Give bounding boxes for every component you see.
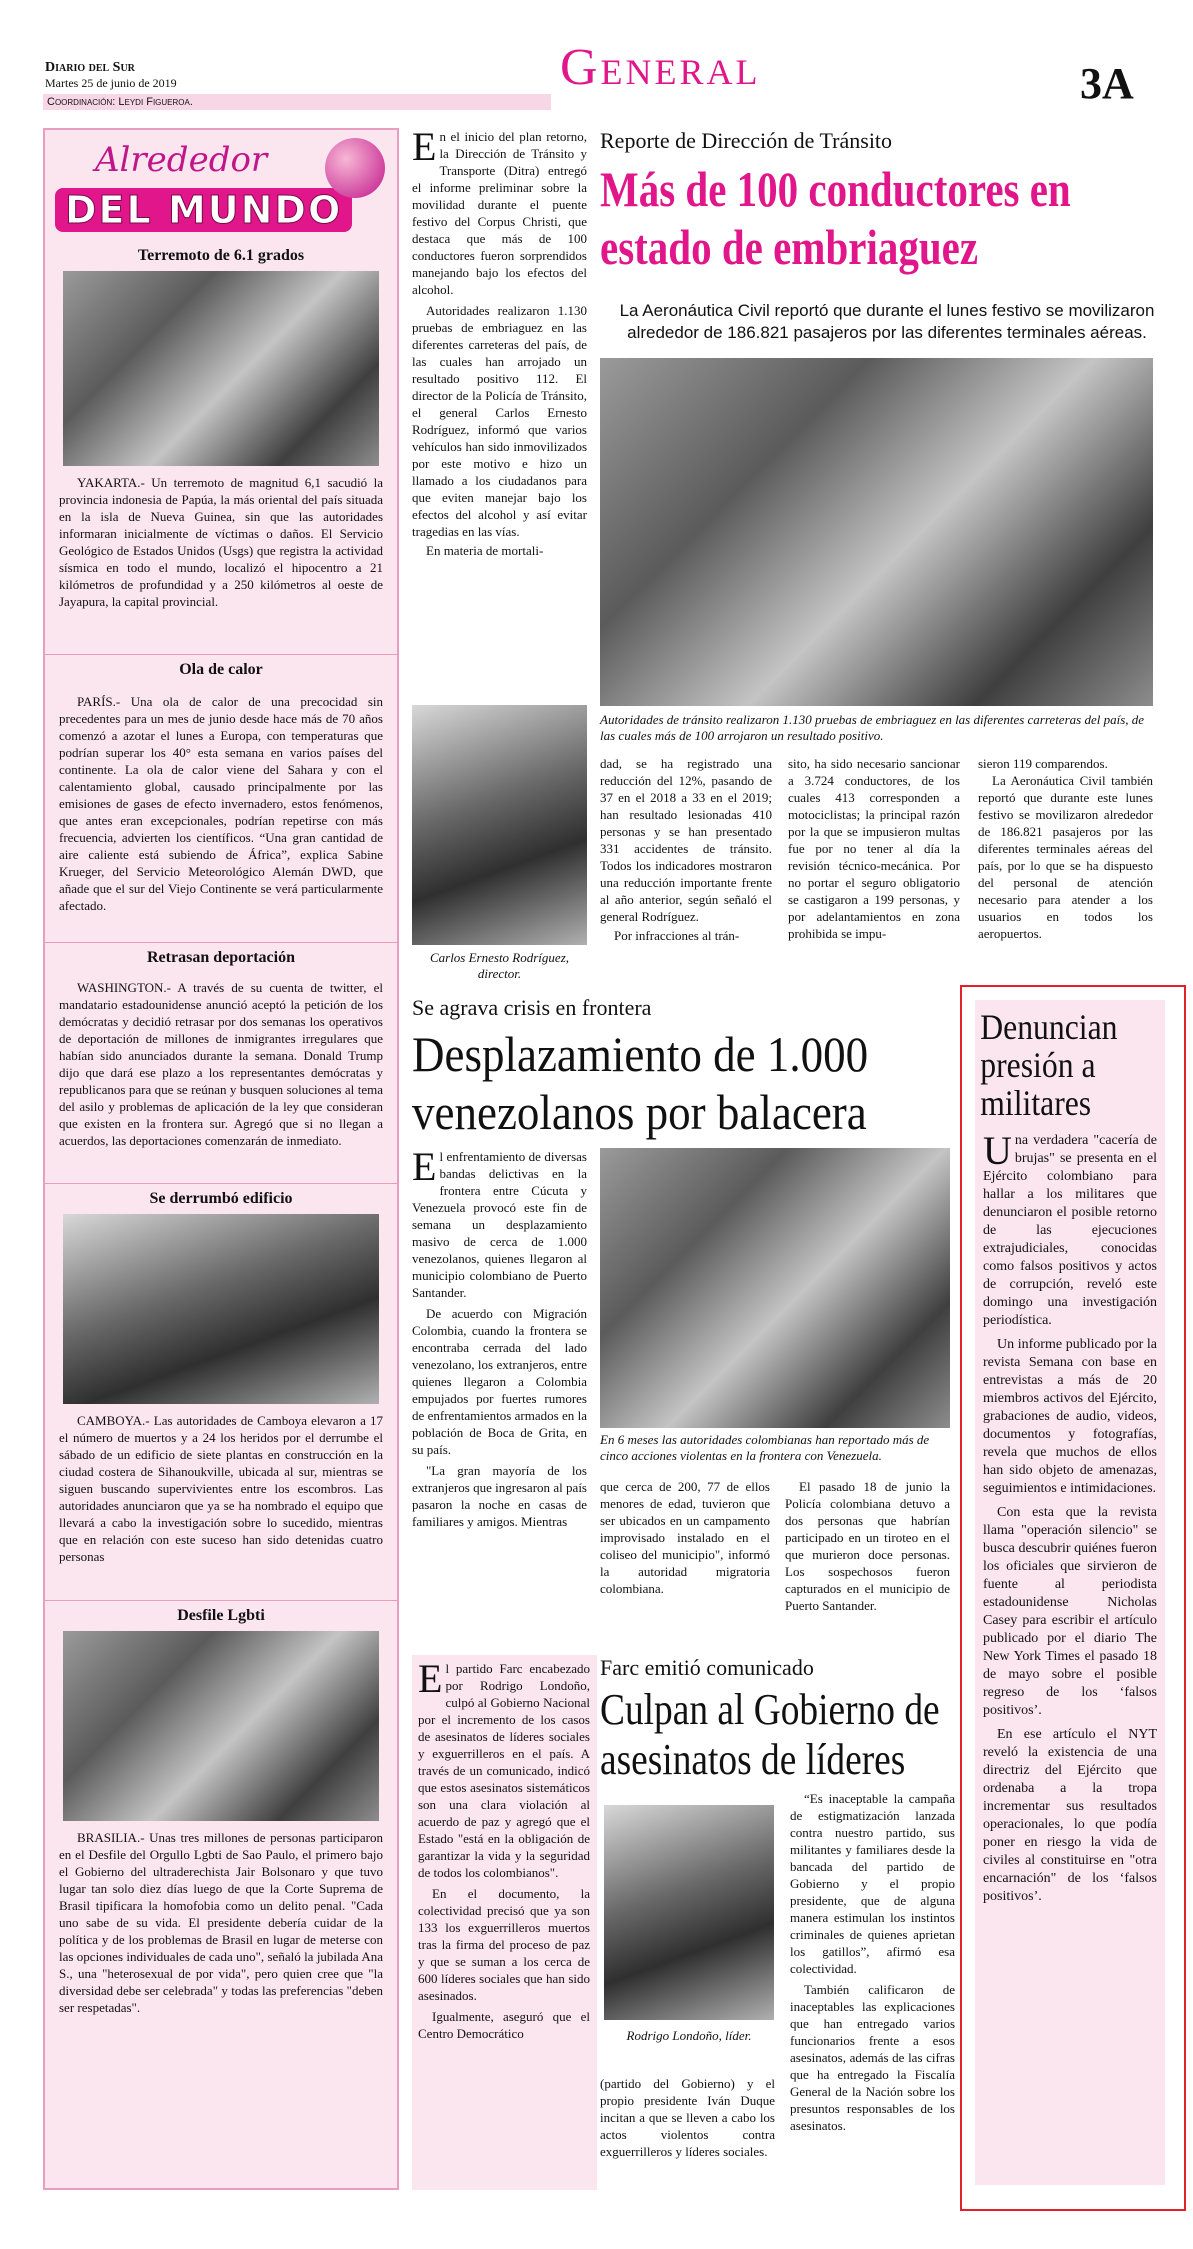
military-text: En ese artículo el NYT reveló la existencia de una directriz del Ejército que ordenaba a la tropa incrementar sus resultados operacionales, lo que podía poner en riesgo la vida de civiles al constituirse en "otra encarnación" de los ‘falsos positivos’. [983, 1727, 1157, 1904]
border-kicker: Se agrava crisis en frontera [412, 995, 652, 1020]
leader-portrait [604, 1805, 774, 2020]
dropcap: E [412, 1144, 437, 1189]
sidebar-item-title: Terremoto de 6.1 grados [137, 247, 305, 264]
migrants-photo [600, 1148, 950, 1428]
lead-text: sieron 119 comparendos. [978, 756, 1108, 771]
world-news-sidebar [43, 128, 399, 2190]
sidebar-item-text: CAMBOYA.- Las autoridades de Camboya elevaron a 17 el número de muertos y a 24 los heridos por el derrumbe el sábado de un edificio de siete plantas en construcción en la ciudad costera de Sihanoukville, ubicada al sur, mientras se siguen buscando supervivientes entre los escombros. Las autoridades anunciaron que ya se ha nombrado el equipo que llevará a cabo la investigación sobre lo sucedido, mientras que en relación con este suceso han sido detenidas cuatro personas [59, 1413, 383, 1564]
military-text: Un informe publicado por la revista Semana con base en entrevistas a más de 20 miembros activos del Ejército, grabaciones de audio, videos, documentos y fotografías, revela que muchos de ellos han sido objeto de amenazas, seguimientos e intimidaciones. [983, 1337, 1157, 1496]
dropcap: U [983, 1128, 1012, 1173]
border-photo-caption: En 6 meses las autoridades colombianas han reportado más de cinco acciones violentas en la frontera con Venezuela. [600, 1432, 930, 1463]
border-column-2: que cerca de 200, 77 de ellos menores de edad, tuvieron que ser ubicados en un campamento improvisado instalado en el coliseo del municipio", informó la autoridad migratoria colombiana. [600, 1479, 770, 1596]
lead-column-2 [600, 755, 772, 944]
military-text: na verdadera "cacería de brujas" se presenta en el Ejército colombiano para hallar a los militares que denunciaron el posible retorno de las ejecuciones extrajudiciales, conocidas como falsos positivos y actos de corrupción, reveló este domingo una investigación periodística. [983, 1133, 1157, 1328]
page-number: 3A [1080, 59, 1134, 108]
lead-column-4 [978, 755, 1153, 980]
lead-text: Por infracciones al trán- [614, 928, 740, 943]
section-title: General [560, 39, 761, 96]
lead-column-1 [412, 124, 587, 559]
lead-text: n el inicio del plan retorno, la Dirección de Tránsito y Transporte (Ditra) entregó el informe preliminar sobre la movilidad durante el puente festivo del Corpus Christi, que destaca que más de 100 conductores fueron sorprendidos manejando bajo los efectos del alcohol. [412, 129, 587, 297]
parade-photo [63, 1631, 379, 1821]
lead-text: dad, se ha registrado una reducción del 12%, pasando de 37 en el 2018 a 33 en el 2019; han resultado lesionadas 410 personas y se han presentado 331 accidentes de tránsito. Todos los indicadores mostraron una reducción importante frente al año anterior, según señaló el general Rodríguez. [600, 756, 772, 924]
border-text: "La gran mayoría de los extranjeros que ingresaron al país pasaron la noche en casas de familiares y amigos. Mientras [412, 1463, 587, 1529]
farc-text: También calificaron de inaceptables las explicaciones que han entregado varios funcionarios frente a esos asesinatos, además de las cifras que ha entregado la Fiscalía General de la Nación sobre los presuntos responsables de los asesinatos. [790, 1982, 955, 2133]
sidebar-item-title: Desfile Lgbti [177, 1607, 265, 1624]
globe-icon [325, 138, 385, 198]
sidebar-item-text: BRASILIA.- Unas tres millones de personas participaron en el Desfile del Orgullo Lgbti de Sao Paulo, el primero bajo el Gobierno del ultraderechista Jair Bolsonaro y que tuvo lugar tan solo diez días luego de que la Corte Suprema de Brasil tipificara la homofobia como un delito penal. "Cada uno sabe de su vida. El presidente debería cuidar de la política y de los problemas de Brasil en lugar de meterse con las opciones individuales de cada uno", señaló la jubilada Ana S., una "heterosexual de por vida", pero quien cree que "la diversidad debe ser celebrada" y todas las preferencias "deben ser respetadas". [59, 1830, 383, 2015]
traffic-police-photo [600, 358, 1153, 706]
farc-text: “Es inaceptable la campaña de estigmatización lanzada contra nuestro partido, sus militantes y familiares desde la bancada del partido de Gobierno y el propio presidente, que de alguna manera estimulan los instintos criminales de quienes aprietan los gatillos”, afirmó esa colectividad. [790, 1791, 955, 1976]
lead-text: En materia de mortali- [426, 543, 544, 558]
lead-text: Autoridades realizaron 1.130 pruebas de embriaguez en las diferentes carreteras del país, de las cuales han arrojado un resultado positivo 112. El director de la Policía de Tránsito, el general Carlos Ernesto Rodríguez, informó que varios vehículos han sido inmovilizados por este motivo e hizo un llamado a los ciudadanos para que eviten manejar bajo los efectos del alcohol y así evitar tragedias en las vías. [412, 303, 587, 539]
farc-text: En el documento, la colectividad precisó que ya son 133 los exguerrilleros muertos tras la firma del proceso de paz y que se suman a los cerca de 600 líderes sociales que han sido asesinados. [418, 1886, 590, 2003]
logo-top: Alrededor [95, 140, 268, 180]
farc-column-2: (partido del Gobierno) y el propio presidente Iván Duque incitan a que se lleven a cabo los actos violentos contra exguerrilleros y líderes sociales. [600, 2076, 775, 2159]
sidebar-logo [45, 130, 397, 245]
sidebar-item-title: Retrasan deportación [147, 949, 295, 966]
border-text: De acuerdo con Migración Colombia, cuando la frontera se encontraba cerrada del lado venezolano, los extranjeros, entre quienes llegaron a Colombia empujados por fuertes rumores de enfrentamientos armados en la población de Boca de Grita, en su país. [412, 1306, 587, 1457]
earthquake-photo [63, 271, 379, 466]
military-article [975, 1000, 1165, 2185]
sidebar-item-title: Ola de calor [179, 661, 263, 678]
farc-column-1 [418, 1656, 590, 2042]
border-headline: Desplazamiento de 1.000 venezolanos por balacera [412, 1026, 869, 1140]
military-body [975, 1122, 1165, 1906]
farc-text: l partido Farc encabezado por Rodrigo Londoño, culpó al Gobierno Nacional por el incremento de los casos de asesinatos de líderes sociales y exguerrilleros en el país. A través de un comunicado, indicó que estos asesinatos sistemáticos son una clara violación al acuerdo de paz y agregó que el Estado "está en la obligación de garantizar la vida y la seguridad de todos los colombianos". [418, 1661, 590, 1880]
lead-deck: La Aeronáutica Civil reportó que durante el lunes festivo se movilizaron alrededor de 186.821 pasajeros por las diferentes terminales aéreas. [619, 301, 1155, 342]
border-text: l enfrentamiento de diversas bandas delictivas en la frontera entre Cúcuta y Venezuela provocó este fin de semana un desplazamiento masivo de cerca de 1.000 venezolanos, quienes llegaron al municipio colombiano de Puerto Santander. [412, 1149, 587, 1300]
director-portrait [412, 705, 587, 945]
newspaper-brand: Diario del Sur [45, 60, 135, 75]
lead-photo-caption: Autoridades de tránsito realizaron 1.130 pruebas de embriaguez en las diferentes carreteras del país, de las cuales más de 100 arrojaron un resultado positivo. [600, 712, 1145, 743]
dropcap: E [412, 124, 437, 169]
lead-column-3: sito, ha sido necesario sancionar a 3.724 conductores, de los cuales 413 corresponden a motociclistas; la principal razón por la que se impusieron multas fue por no tener al día la revisión técnico-mecánica. Por no portar el seguro obligatorio se castigaron a 199 personas, y por adelantamientos en zona prohibida se impu- [788, 756, 960, 941]
farc-headline: Culpan al Gobierno de asesinatos de líderes [600, 1685, 940, 1784]
sidebar-item-text: WASHINGTON.- A través de su cuenta de twitter, el mandatario estadounidense anunció aceptó la petición de los demócratas y decidió retrasar por dos semanas los operativos de deportación de millones de inmigrantes irregulares que habían sido anunciados durante la semana. Donald Trump dijo que dará ese plazo a los representantes demócratas y republicanos para que se reúnan y busquen soluciones al tema del asilo y problemas de aplicación de la ley que consideran que existen en la frontera sur. Agregó que si no llegan a acuerdos, las deportaciones comenzarán de inmediato. [59, 980, 383, 1148]
border-column-3: El pasado 18 de junio la Policía colombiana detuvo a dos personas que habrían participado en un tiroteo en el que murieron doce personas. Los sospechosos fueron capturados en el municipio de Puerto Santander. [785, 1479, 950, 1613]
border-column-1 [412, 1144, 587, 1530]
lead-kicker: Reporte de Dirección de Tránsito [600, 128, 893, 153]
issue-date: Martes 25 de junio de 2019 [45, 76, 177, 90]
farc-kicker: Farc emitió comunicado [600, 1655, 814, 1680]
sidebar-item-text: YAKARTA.- Un terremoto de magnitud 6,1 sacudió la provincia indonesia de Papúa, la más oriental del país situada en la isla de Nueva Guinea, sin que las autoridades informaran inicialmente de víctimas o daños. El Servicio Geológico de Estados Unidos (Usgs) que registra la actividad sísmica en todo el mundo, localizó el hipocentro a 21 kilómetros de profundidad y a 250 kilómetros al oeste de Jayapura, la capital provincial. [59, 475, 383, 609]
military-headline: Denuncian presión a militares [980, 1007, 1118, 1123]
farc-portrait-caption: Rodrigo Londoño, líder. [626, 2028, 752, 2043]
lead-headline: Más de 100 conductores en estado de embriaguez [600, 161, 1071, 275]
dropcap: E [418, 1656, 443, 1701]
lead-text: La Aeronáutica Civil también reportó que durante este lunes festivo se movilizaron alrededor de 186.821 pasajeros por las diferentes terminales aéreas del país, por lo que se ha dispuesto del personal de atención necesario para atender a los usuarios en todos los aeropuertos. [978, 773, 1153, 941]
coordination-bar: Coordinación: Leydi Figueroa. [43, 94, 551, 110]
logo-bottom: DEL MUNDO [55, 188, 352, 232]
farc-column-3 [790, 1790, 955, 2134]
building-collapse-photo [63, 1214, 379, 1404]
farc-text: Igualmente, aseguró que el Centro Democrático [418, 2009, 590, 2041]
portrait-caption: Carlos Ernesto Rodríguez, director. [429, 950, 570, 981]
sidebar-item-text: PARÍS.- Una ola de calor de una precocidad sin precedentes para un mes de junio desde hace más de 70 años comenzó a azotar el lunes a Europa, con temperaturas que podrían superar los 40° esta semana en varios países del continente. La ola de calor viene del Sahara y con el calentamiento global, causado principalmente por las emisiones de gases de efecto invernadero, estos fenómenos, que antes eran excepcionales, podrían repetirse con más frecuencia, advierten los científicos. “Una gran cantidad de aire caliente está subiendo de África”, explica Sabine Krueger, del Servicio Meteorológico Alemán DWD, que añade que el sur del Viejo Continente se verá particularmente afectado. [59, 694, 383, 913]
military-text: Con esta que la revista llama "operación silencio" se busca descubrir quiénes fueron los oficiales que sirvieron de fuente al periodista estadounidense Nicholas Casey para escribir el artículo publicado por el diario The New York Times el pasado 18 de mayo sobre el posible regreso de los ‘falsos positivos’. [983, 1505, 1157, 1718]
sidebar-item-title: Se derrumbó edificio [149, 1190, 293, 1207]
